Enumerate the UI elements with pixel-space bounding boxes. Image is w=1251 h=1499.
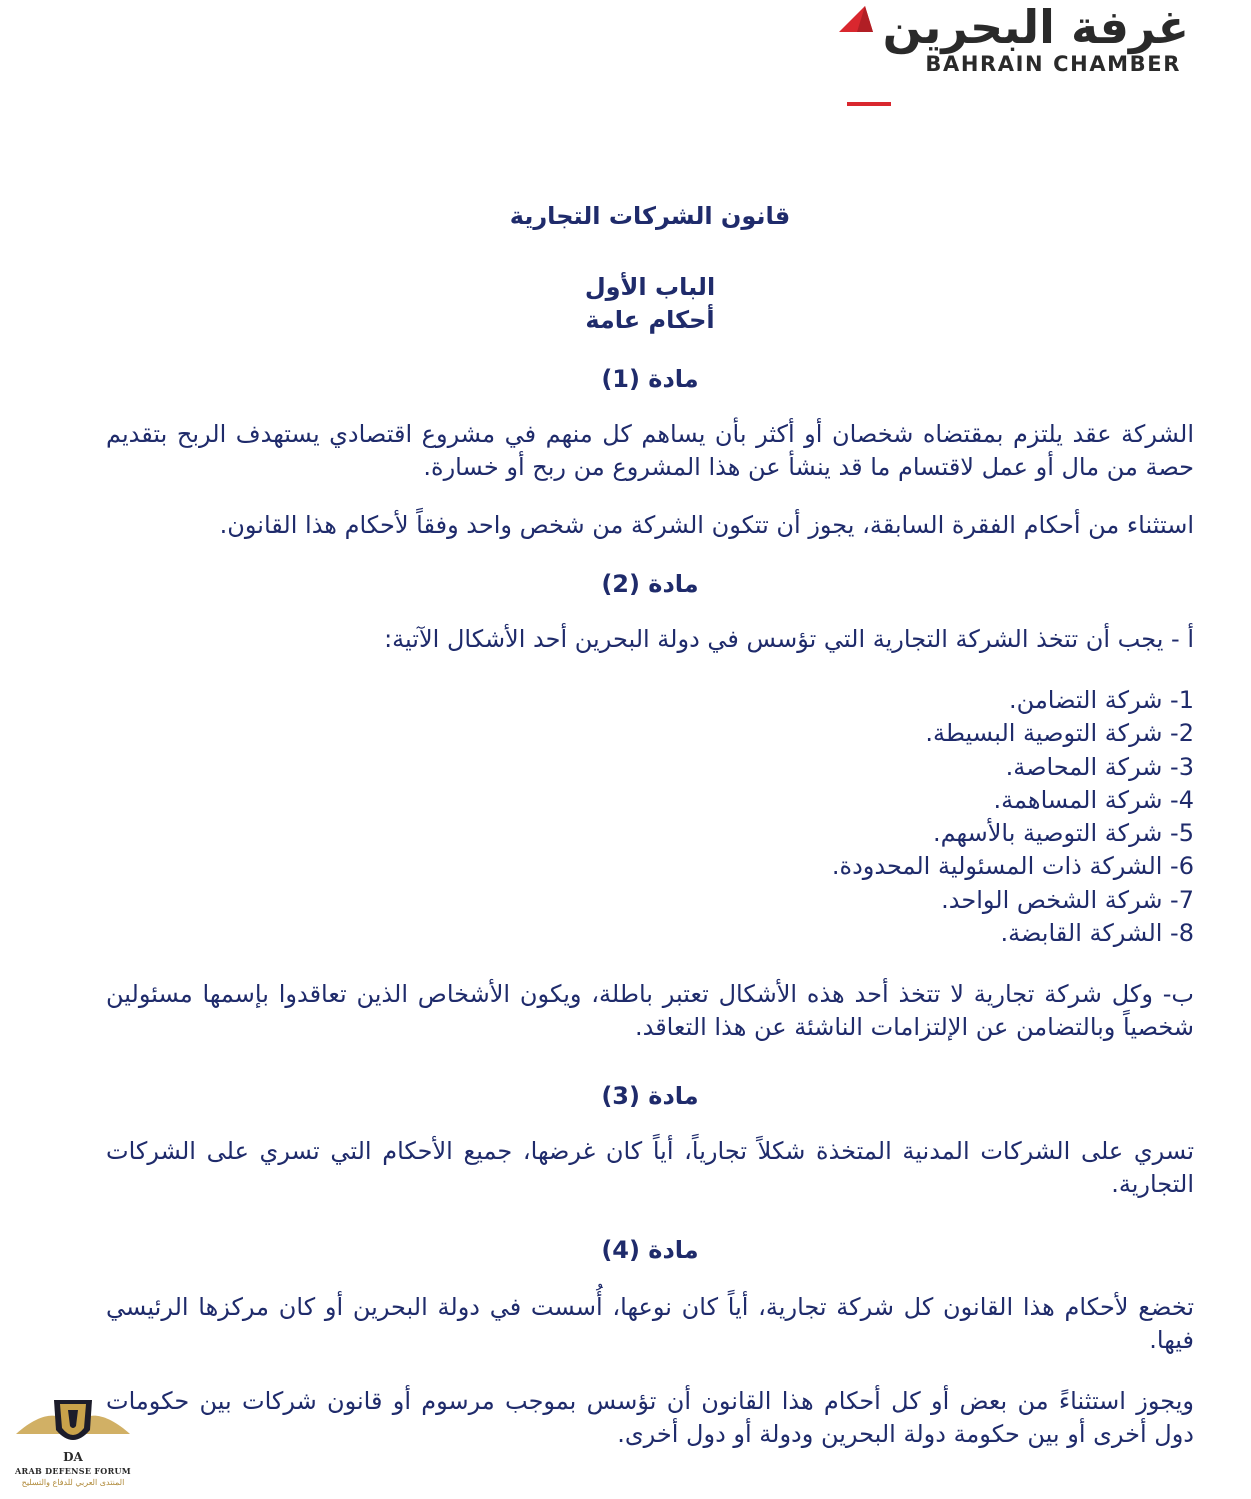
arab-defense-forum-watermark (8, 1390, 138, 1495)
article-2-intro: أ - يجب أن تتخذ الشركة التجارية التي تؤسس في دولة البحرين أحد الأشكال الآتية: (384, 625, 1194, 653)
document-title: قانون الشركات التجارية (509, 202, 791, 230)
logo-arabic-text: غرفة البحرين (882, 0, 1189, 54)
list-item: 6- الشركة ذات المسئولية المحدودة. (831, 852, 1194, 881)
list-item: 7- شركة الشخص الواحد. (941, 885, 1194, 914)
article-1-paragraph-1: الشركة عقد يلتزم بمقتضاه شخصان أو أكثر بأن يساهم كل منهم في مشروع اقتصادي يستهدف الربح بتقديم حصة من مال أو عمل لاقتسام ما قد ينشأ عن هذا المشروع من ربح أو خسارة. (106, 420, 1194, 481)
company-forms-list (106, 684, 1194, 950)
list-item: 3- شركة المحاصة. (1005, 752, 1194, 781)
list-item: 4- شركة المساهمة. (993, 785, 1194, 814)
article-4-heading: مادة (4) (601, 1236, 699, 1265)
chapter-subtitle: أحكام عامة (585, 306, 715, 334)
article-3-heading: مادة (3) (601, 1082, 699, 1111)
sail-logo-icon (835, 4, 875, 40)
article-1-heading: مادة (1) (601, 365, 699, 393)
watermark-english: ARAB DEFENSE FORUM (15, 1466, 131, 1476)
chapter-title: الباب الأول (584, 273, 716, 301)
watermark-arabic: المنتدى العربي للدفاع والتسليح (21, 1478, 125, 1487)
article-2-clause-b: ب- وكل شركة تجارية لا تتخذ أحد هذه الأشكال تعتبر باطلة، ويكون الأشخاص الذين تعاقدوا بإسمها مسئولين شخصياً وبالتضامن عن الإلتزامات الناشئة عن هذا التعاقد. (106, 980, 1194, 1042)
article-1-paragraph-2: استثناء من أحكام الفقرة السابقة، يجوز أن تتكون الشركة من شخص واحد وفقاً لأحكام هذا القانون. (219, 511, 1194, 539)
document-body (106, 190, 1194, 1451)
list-item: 8- الشركة القابضة. (1000, 919, 1194, 948)
article-3-paragraph-1: تسري على الشركات المدنية المتخذة شكلاً تجارياً، أياً كان غرضها، جميع الأحكام التي تسري على الشركات التجارية. (106, 1137, 1194, 1199)
article-4-paragraph-1: تخضع لأحكام هذا القانون كل شركة تجارية، أياً كان نوعها، أُسست في دولة البحرين أو كان مركزها الرئيسي فيها. (106, 1293, 1194, 1355)
watermark-initials: DA (63, 1450, 83, 1464)
list-item: 1- شركة التضامن. (1009, 686, 1194, 714)
list-item: 5- شركة التوصية بالأسهم. (932, 819, 1194, 848)
article-4-paragraph-2: ويجوز استثناءً من بعض أو كل أحكام هذا القانون أن تؤسس بموجب مرسوم أو قانون شركات بين حكومات دول أخرى أو بين حكومة دولة البحرين ودولة أو دول أخرى. (106, 1387, 1194, 1449)
bahrain-chamber-logo (829, 0, 1189, 110)
article-2-heading: مادة (2) (601, 570, 699, 598)
logo-accent-line (847, 102, 891, 106)
logo-english-text: BAHRAIN CHAMBER (925, 52, 1181, 76)
list-item: 2- شركة التوصية البسيطة. (925, 719, 1194, 748)
